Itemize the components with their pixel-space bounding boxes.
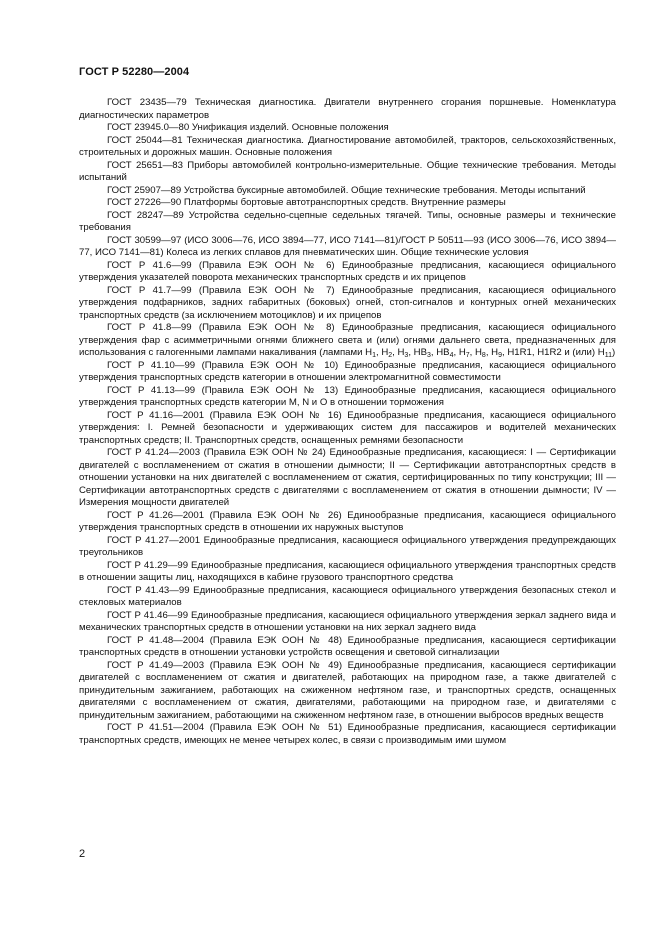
reference-item: ГОСТ Р 41.7—99 (Правила ЕЭК ООН № 7) Единообразные предписания, касающиеся официального утверждения подфарников, задних габаритных (боковых) огней, стоп-сигналов и контурных огней механических транспортных средств (за исключением мотоциклов) и их прицепов <box>79 284 616 321</box>
lamp-sub: 8 <box>481 352 486 359</box>
reference-item: ГОСТ Р 41.13—99 (Правила ЕЭК ООН № 13) Единообразные предписания, касающиеся официального утверждения транспортных средств категории М, N и О в отношении торможения <box>79 384 616 408</box>
lamp-sep: , H <box>469 347 482 358</box>
reference-item: ГОСТ Р 41.6—99 (Правила ЕЭК ООН № 6) Единообразные предписания, касающиеся официального утверждения указателей поворота механических транспортных средств и их прицепов <box>79 259 616 283</box>
reference-item: ГОСТ Р 41.51—2004 (Правила ЕЭК ООН № 51) Единообразные предписания, касающиеся сертификации транспортных средств, имеющих не менее четырех колес, в связи с производимым ими шумом <box>79 722 616 746</box>
lamp-sub: 2 <box>388 352 393 359</box>
reference-item: ГОСТ Р 41.46—99 Единообразные предписания, касающиеся официального утверждения зеркал заднего вида и механических транспортных средств в отношении установки на них зеркал заднего вида <box>79 609 616 633</box>
reference-list <box>79 97 616 747</box>
reference-item: ГОСТ Р 41.24—2003 (Правила ЕЭК ООН № 24) Единообразные предписания, касающиеся: I — Сертификации двигателей с воспламенением от сжатия в отношении дымности; II — Сертификации автотранспортных средств в отношении установки на них двигателей с воспламенением от сжатия, сертифицированных по типу конструкции; III — Сертификации автотранспортных средств с двигателями с воспламенением от сжатия в отношении дымности; IV — Измерения мощности двигателей <box>79 447 616 508</box>
document-header: ГОСТ Р 52280—2004 <box>79 66 190 78</box>
lamp-sep: , H <box>485 347 499 358</box>
lamp-sub: 7 <box>465 352 470 359</box>
lamp-sub: 11 <box>604 352 612 359</box>
reference-item: ГОСТ Р 41.16—2001 (Правила ЕЭК ООН № 16) Единообразные предписания, касающиеся официального утверждения: I. Ремней безопасности и удерживающих систем для пассажиров и водителей механических транспортных средств; II. Транспортных средств, оснащенных ремнями безопасности <box>79 409 616 446</box>
lamp-sep: , HB <box>408 347 427 358</box>
lamp-sep: , H <box>375 347 389 358</box>
lamp-sep: , H1R1, H1R2 и (или) H <box>502 347 605 358</box>
reference-item: ГОСТ Р 41.49—2003 (Правила ЕЭК ООН № 49) Единообразные предписания, касающиеся сертификации двигателей с воспламенением от сжатия и двигателей, работающих на природном газе, а также двигателей с принудительным зажиганием, работающих на сжиженном нефтяном газе, и транспортных средств, оснащенных двигателями с воспламенением от сжатия, двигателями, работающими на природном газе, и двигателями с принудительным зажиганием, работающими на сжиженном нефтяном газе, в отношении выбросов вредных веществ <box>79 659 616 721</box>
reference-item: ГОСТ Р 41.10—99 (Правила ЕЭК ООН № 10) Единообразные предписания, касающиеся официального утверждения транспортных средств категории в отношении электромагнитной совместимости <box>79 359 616 383</box>
lamp-sub: 3 <box>404 352 409 359</box>
lamp-sep: , HB <box>430 347 450 358</box>
page-number: 2 <box>79 848 86 860</box>
reference-item: ГОСТ 25907—89 Устройства буксирные автомобилей. Общие технические требования. Методы испытаний <box>107 184 586 196</box>
reference-item: ГОСТ Р 41.48—2004 (Правила ЕЭК ООН № 48) Единообразные предписания, касающиеся сертификации транспортных средств в отношении установки устройств освещения и световой сигнализации <box>79 634 616 658</box>
reference-item-text: ГОСТ Р 41.8—99 (Правила ЕЭК ООН № 8) Единообразные предписания, касающиеся официального утверждения фар с асимметричными огнями ближнего света и (или) огнями дальнего света, предназначенных для использования с галогенными лампами накаливания (лампами Н <box>79 322 616 358</box>
reference-item: ГОСТ 30599—97 (ИСО 3006—76, ИСО 3894—77, ИСО 7141—81)/ГОСТ Р 50511—93 (ИСО 3006—76, ИСО 3894—77, ИСО 7141—81) Колеса из легких сплавов для пневматических шин. Общие технические условия <box>79 234 616 258</box>
reference-item: ГОСТ Р 41.27—2001 Единообразные предписания, касающиеся официального утверждения предупреждающих треугольников <box>79 534 616 558</box>
reference-item: ГОСТ 28247—89 Устройства седельно-сцепные седельных тягачей. Типы, основные размеры и технические требования <box>79 209 616 233</box>
reference-item: ГОСТ Р 41.29—99 Единообразные предписания, касающиеся официального утверждения транспортных средств в отношении защиты лиц, находящихся в кабине грузового транспортного средства <box>79 559 616 583</box>
lamp-sep: , H <box>453 347 466 358</box>
reference-item: ГОСТ 23945.0—80 Унификация изделий. Основные положения <box>107 122 389 133</box>
reference-item: ГОСТ Р 41.43—99 Единообразные предписания, касающиеся официального утверждения безопасных стекол и стекловых материалов <box>79 584 616 608</box>
lamp-sub: 3 <box>427 352 431 359</box>
lamp-sep: ) <box>612 347 616 358</box>
lamp-sub: 4 <box>449 352 454 359</box>
reference-item-lamps <box>79 322 616 360</box>
reference-item: ГОСТ 25651—83 Приборы автомобилей контрольно-измерительные. Общие технические требования. Методы испытаний <box>79 159 616 183</box>
lamp-sep: , H <box>392 347 405 358</box>
lamp-sub: 9 <box>498 352 502 359</box>
reference-item: ГОСТ 23435—79 Техническая диагностика. Двигатели внутреннего сгорания поршневые. Номенклатура диагностических параметров <box>79 97 616 121</box>
lamp-sub: 1 <box>372 352 376 359</box>
reference-item: ГОСТ 25044—81 Техническая диагностика. Диагностирование автомобилей, тракторов, сельскохозяйственных, строительных и дорожных машин. Основные положения <box>79 134 616 158</box>
reference-item: ГОСТ 27226—90 Платформы бортовые автотранспортных средств. Внутренние размеры <box>107 197 506 208</box>
reference-item: ГОСТ Р 41.26—2001 (Правила ЕЭК ООН № 26) Единообразные предписания, касающиеся официального утверждения транспортных средств в отношении их наружных выступов <box>79 509 616 533</box>
